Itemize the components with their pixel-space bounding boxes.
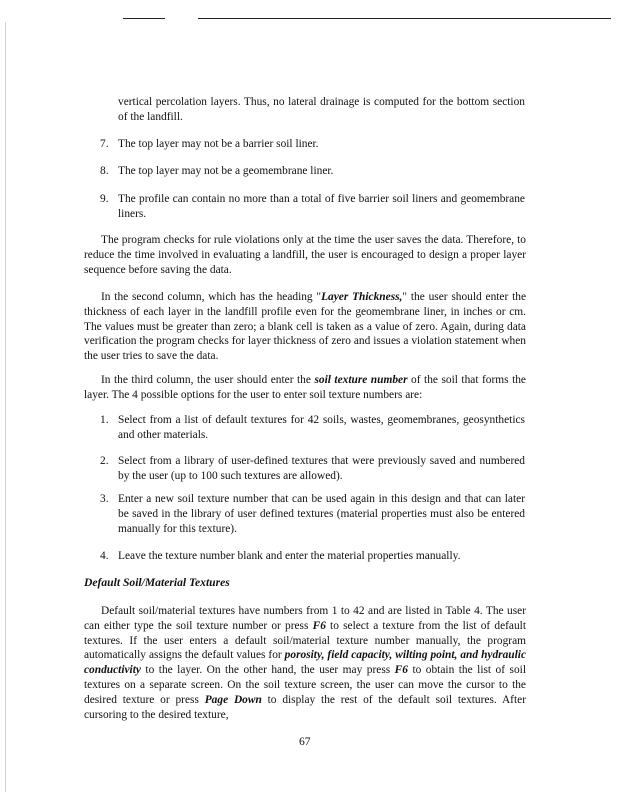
layer-thickness-term: Layer Thickness, [321,291,403,303]
rule-7-number: 7. [100,138,109,150]
rule-9-number: 9. [100,193,109,205]
f6-key: F6 [312,619,326,632]
page-down-key: Page Down [204,693,262,706]
top-rule-left [123,18,165,19]
scan-edge-line [5,22,6,792]
option-3-number: 3. [100,493,109,505]
option-1-text: Select from a list of default textures for 42 soils, wastes, geomembranes, geosynthetics and other materials. [118,414,525,441]
option-2-number: 2. [100,455,109,467]
intro-continuation: vertical percolation layers. Thus, no lateral drainage is computed for the bottom section of the landfill. [118,96,525,123]
page-number: 67 [299,735,311,748]
f6-key-second: F6 [394,664,408,677]
property-terms: porosity, field capacity, wilting point, and hydraulic conductivity [84,649,526,677]
paragraph-soil-texture: In the third column, the user should enter the soil texture number of the soil that forms the layer. The 4 possible options for the user to enter soil texture numbers are: [84,374,526,401]
rule-8-number: 8. [100,165,109,177]
section-heading: Default Soil/Material Textures [84,576,230,589]
paragraph-rule-checks: The program checks for rule violations only at the time the user saves the data. Therefore, to reduce the time involved in evaluating a landfill, the user is encouraged to design a proper layer sequence before saving the data. [84,234,526,276]
top-rule-right [198,18,611,19]
option-2-text: Select from a library of user-defined textures that were previously saved and numbered by the user (up to 100 such textures are allowed). [118,455,525,482]
soil-texture-number-term: soil texture number [314,374,408,386]
option-1-number: 1. [100,414,109,426]
rule-9-text: The profile can contain no more than a total of five barrier soil liners and geomembrane liners. [118,193,525,220]
paragraph-default-textures: Default soil/material textures have numbers from 1 to 42 and are listed in Table 4. The user can either type the soil texture number or press F6 to select a texture from the list of default textures. If the user enters a default soil/material texture number manually, the program automatically assigns the default values for porosity, field capacity, wilting point, and hydraulic conductivity to the layer. On the other hand, the user may press F6 to obtain the list of soil textures on a separate screen. On the soil texture screen, the user can move the cursor to the desired texture or press Page Down to display the rest of the default soil textures. After cursoring to the desired texture, [84,605,527,721]
paragraph-layer-thickness: In the second column, which has the heading "Layer Thickness," the user should enter the thickness of each layer in the landfill profile even for the geomembrane liner, in inches or cm. The values must be greater than zero; a blank cell is taken as a value of zero. Again, during data verification the program checks for layer thickness of zero and issues a violation statement when the user tries to save the data. [84,291,527,363]
option-4-text: Leave the texture number blank and enter the material properties manually. [118,550,461,562]
rule-8-text: The top layer may not be a geomembrane liner. [118,165,334,177]
option-3-text: Enter a new soil texture number that can be used again in this design and that can later be saved in the library of user defined textures (material properties must also be entered manually for this texture). [118,493,525,535]
rule-7-text: The top layer may not be a barrier soil liner. [118,138,319,150]
option-4-number: 4. [100,550,109,562]
